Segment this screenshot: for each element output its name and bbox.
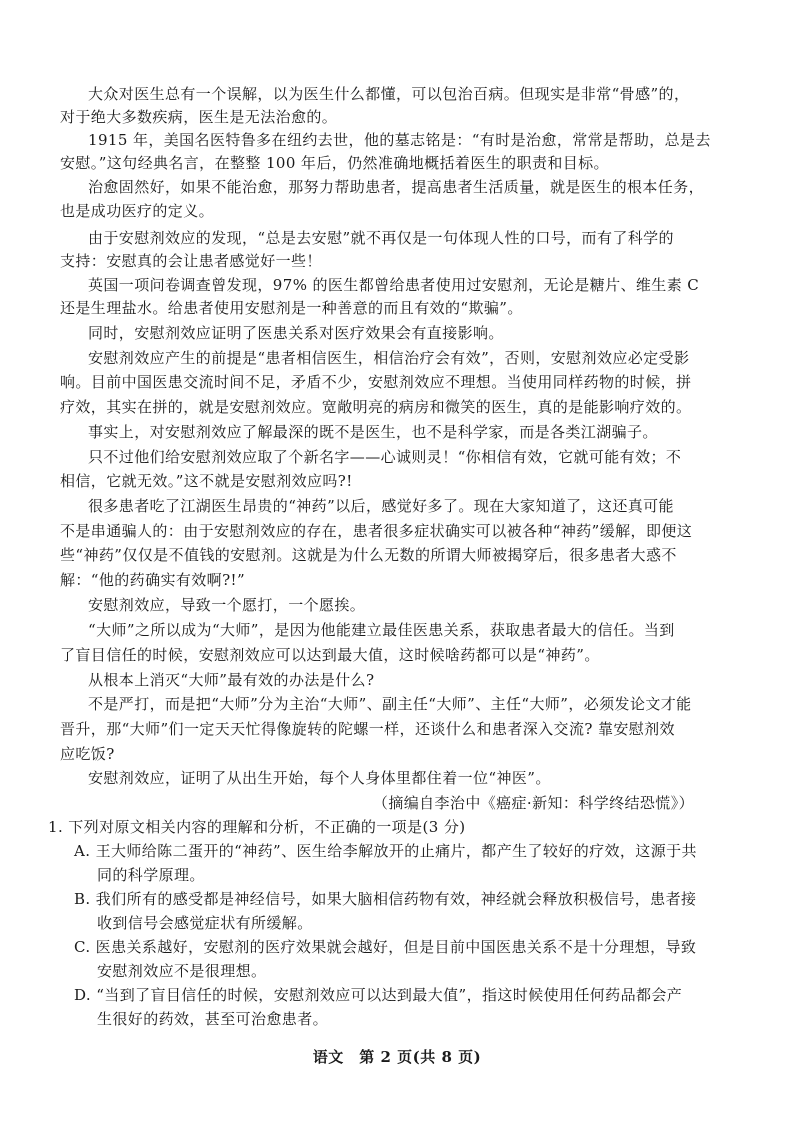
passage-line: 解：“他的药确实有效啊?!” — [60, 571, 246, 589]
option-b: B. 我们所有的感受都是神经信号，如果大脑相信药物有效，神经就会释放积极信号，患者接 — [74, 890, 697, 908]
passage-line: 只不过他们给安慰剂效应取了个新名字——心诚则灵！“你相信有效，它就可能有效；不 — [88, 448, 682, 466]
option-d-continued: 生很好的药效，甚至可治愈患者。 — [97, 1010, 329, 1028]
passage-line: 安慰。”这句经典名言，在整整 100 年后，仍然准确地概括着医生的职责和目标。 — [60, 154, 609, 172]
passage-line: 晋升，那“大师”们一定天天忙得像旋转的陀螺一样，还谈什么和患者深入交流? 靠安慰剂效 — [60, 720, 675, 738]
passage-line: 大众对医生总有一个误解，以为医生什么都懂，可以包治百病。但现实是非常“骨感”的， — [88, 85, 690, 103]
passage-line: 安慰剂效应产生的前提是“患者相信医生，相信治疗会有效”，否则，安慰剂效应必定受影 — [88, 349, 690, 367]
option-a: A. 王大师给陈二蛋开的“神药”、医生给李解放开的止痛片，都产生了较好的疗效，这源于共 — [74, 842, 697, 860]
passage-line: 对于绝大多数疾病，医生是无法治愈的。 — [60, 108, 338, 126]
passage-line: “大师”之所以成为“大师”，是因为他能建立最佳医患关系，获取患者最大的信任。当到 — [88, 621, 675, 639]
passage-line: 安慰剂效应，证明了从出生开始，每个人身体里都住着一位“神医”。 — [88, 769, 551, 787]
option-d: D. “当到了盲目信任的时候，安慰剂效应可以达到最大值”，指这时候使用任何药品都会产 — [74, 986, 683, 1004]
passage-line: 相信，它就无效。”这不就是安慰剂效应吗?! — [60, 472, 353, 490]
passage-line: 1915 年，美国名医特鲁多在纽约去世，他的墓志铭是：“有时是治愈，常常是帮助，总是去 — [88, 131, 711, 149]
option-a-continued: 同的科学原理。 — [97, 866, 205, 884]
passage-line: 很多患者吃了江湖医生昂贵的“神药”以后，感觉好多了。现在大家知道了，这还真可能 — [88, 497, 674, 515]
passage-line: 不是串通骗人的：由于安慰剂效应的存在，患者很多症状确实可以被各种“神药”缓解，即便这 — [60, 522, 693, 540]
passage-line: 些“神药”仅仅是不值钱的安慰剂。这就是为什么无数的所谓大师被揭穿后，很多患者大惑不 — [60, 546, 677, 564]
passage-line: 应吃饭? — [60, 745, 115, 763]
passage-line: 响。目前中国医患交流时间不足，矛盾不少，安慰剂效应不理想。当使用同样药物的时候，拼 — [60, 373, 692, 391]
option-b-continued: 收到信号会感觉症状有所缓解。 — [97, 914, 313, 932]
passage-line: 事实上，对安慰剂效应了解最深的既不是医生，也不是科学家，而是各类江湖骗子。 — [88, 423, 658, 441]
passage-line: 由于安慰剂效应的发现，“总是去安慰”就不再仅是一句体现人性的口号，而有了科学的 — [88, 229, 674, 247]
passage-line: 安慰剂效应，导致一个愿打，一个愿挨。 — [88, 596, 366, 614]
option-c-continued: 安慰剂效应不是很理想。 — [97, 962, 267, 980]
option-c: C. 医患关系越好，安慰剂的医疗效果就会越好，但是目前中国医患关系不是十分理想，导致 — [74, 938, 697, 956]
passage-line: 也是成功医疗的定义。 — [60, 202, 215, 220]
passage-line: 同时，安慰剂效应证明了医患关系对医疗效果会有直接影响。 — [88, 324, 504, 342]
passage-line: 治愈固然好，如果不能治愈，那努力帮助患者，提高患者生活质量，就是医生的根本任务， — [88, 178, 705, 196]
passage-line: 英国一项问卷调查曾发现，97% 的医生都曾给患者使用过安慰剂，无论是糖片、维生素 C — [88, 276, 700, 294]
passage-line: 不是严打，而是把“大师”分为主治“大师”、副主任“大师”、主任“大师”，必须发论文才能 — [88, 695, 692, 713]
passage-line: 疗效，其实在拼的，就是安慰剂效应。宽敞明亮的病房和微笑的医生，真的是能影响疗效的。 — [60, 398, 692, 416]
passage-line: 从根本上消灭“大师”最有效的办法是什么? — [88, 671, 375, 689]
passage-source: （摘编自李治中《癌症·新知：科学终结恐慌》） — [372, 794, 694, 812]
page-footer: 语文 第 2 页(共 8 页) — [312, 1048, 482, 1066]
passage-line: 还是生理盐水。给患者使用安慰剂是一种善意的而且有效的“欺骗”。 — [60, 299, 523, 317]
passage-line: 了盲目信任的时候，安慰剂效应可以达到最大值，这时候啥药都可以是“神药”。 — [60, 646, 600, 664]
passage-line: 支持：安慰真的会让患者感觉好一些！ — [60, 252, 322, 270]
question-stem: 1. 下列对原文相关内容的理解和分析，不正确的一项是(3 分) — [48, 818, 466, 836]
